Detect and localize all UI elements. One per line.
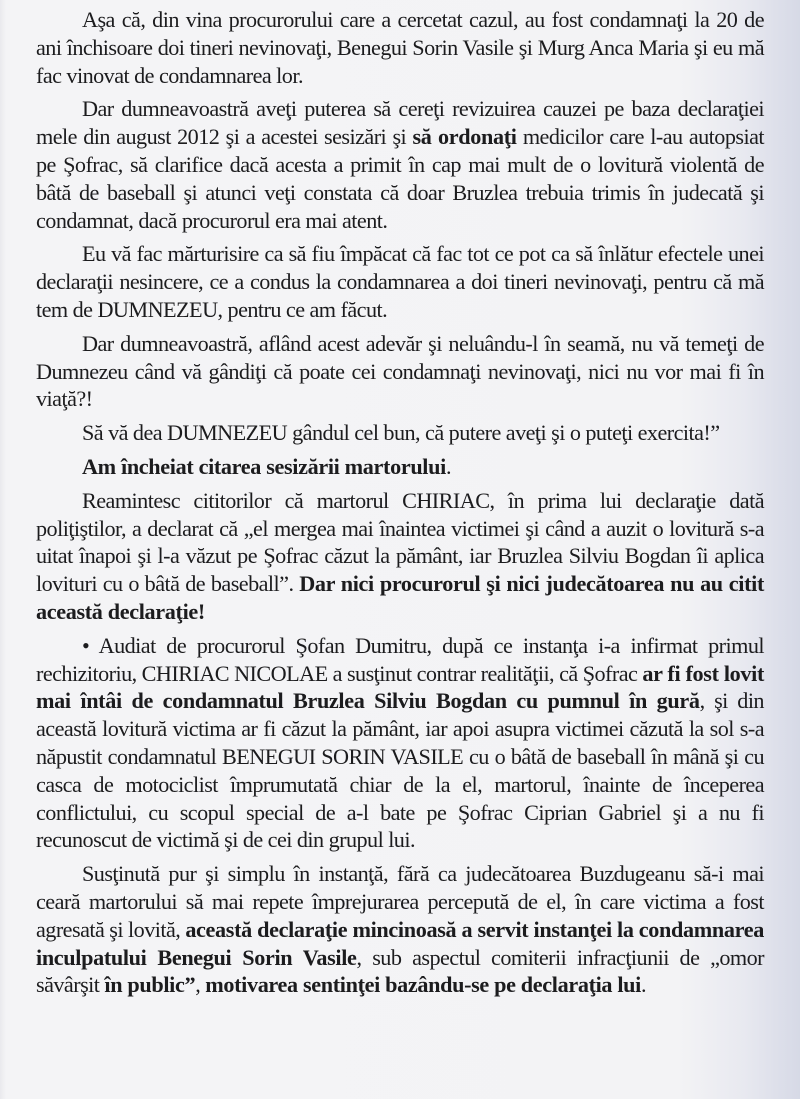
text-segment-bold: să ordonaţi: [412, 124, 517, 150]
paragraph-confession: [36, 240, 764, 323]
paragraph-witness-first-statement: [36, 487, 764, 626]
text-segment-bold: Dar nici procurorul şi nici judecătoarea nu au citit această declaraţie!: [36, 571, 764, 624]
paragraph-blessing: [36, 419, 764, 447]
paragraph-complaint-conclusion: [36, 6, 764, 89]
text-segment: Eu vă fac mărturisire ca să fiu împăcat că fac tot ce pot ca să înlătur efectele unei declaraţii nesincere, ce a condus la condamnarea a doi tineri nevinovaţi, pentru că mă tem de DUMNEZEU, pentru ce am făcut.: [36, 241, 764, 322]
paragraph-witness-hearing: [36, 632, 764, 854]
text-segment: Dar dumneavoastră aveţi puterea să cereţi revizuirea cauzei pe baza declaraţiei mele din august 2012 şi a acestei sesizări şi: [36, 96, 764, 150]
text-segment: , şi din această lovitură victima ar fi căzut la pământ, iar apoi asupra victimei căzută la sol s-a năpustit condamnatul BENEGUI SORIN VASILE cu o bâtă de baseball în mână şi cu casca de motociclist împrumutată chiar de la el, martorul, înainte de începerea conflictului, cu scopul special de a-l bate pe Şofrac Ciprian Gabriel şi a nu fi recunoscut de victimă şi de cei din grupul lui.: [36, 688, 764, 853]
text-segment: medicilor care l-au autopsiat pe Şofrac, să clarifice dacă acesta a primit în cap mai mult de o lovitură violentă de bâtă de baseball şi atunci veţi constata că doar Bruzlea trebuia trimis în judecată şi condamnat, dacă procurorul era mai atent.: [36, 124, 764, 233]
text-segment: .: [445, 453, 451, 479]
text-segment: Dar dumneavoastră, aflând acest adevăr şi neluându-l în seamă, nu vă temeţi de Dumnezeu când vă gândiţi că poate cei condamnaţi nevinovaţi, nici nu vor mai fi în viaţă?!: [36, 330, 764, 412]
paragraph-request-revision: [36, 95, 764, 234]
text-segment-bold: Am încheiat citarea sesizării martorului: [82, 453, 446, 479]
text-segment: Să vă dea DUMNEZEU gândul cel bun, că putere aveţi şi o puteţi exercita!”: [82, 420, 720, 446]
book-page-body: [36, 6, 764, 1005]
text-segment-bold: această declaraţie mincinoasă a servit instanţei la condamnarea inculpatului Benegui Sorin Vasile: [36, 916, 764, 970]
page-gutter-shadow: [0, 0, 6, 1099]
text-segment: , sub aspectul comiterii infracţiunii de „omor săvârşit: [36, 944, 765, 998]
text-segment: ,: [195, 972, 206, 998]
text-segment: Aşa că, din vina procurorului care a cercetat cazul, au fost condamnaţi la 20 de ani închisoare doi tineri nevinovaţi, Benegui Sorin Vasile şi Murg Anca Maria şi eu mă fac vinovat de condamnarea lor.: [36, 7, 764, 88]
text-segment-bold: în public”: [104, 972, 196, 998]
paragraph-conviction-basis: [36, 860, 764, 999]
paragraph-fear-of-god: [36, 330, 764, 413]
text-segment-bold: motivarea sentinţei bazându-se pe declaraţia lui: [205, 972, 641, 998]
text-segment: .: [640, 972, 646, 998]
text-segment: • Audiat de procurorul Şofan Dumitru, după ce instanţa i-a infirmat primul rechizitoriu, CHIRIAC NICOLAE a susţinut contrar realităţii, că Şofrac: [36, 632, 764, 686]
paragraph-end-citation: [36, 453, 764, 481]
text-segment-bold: ar fi fost lovit mai întâi de condamnatul Bruzlea Silviu Bogdan cu pumnul în gură: [36, 660, 765, 714]
text-segment: Reamintesc cititorilor că martorul CHIRIAC, în prima lui declaraţie dată poliţiştilor, a declarat că „el mergea mai înaintea victimei şi când a auzit o lovitură s-a uitat înapoi şi l-a văzut pe Şofrac căzut la pământ, iar Bruzlea Silviu Bogdan îi aplica lovituri cu o bâtă de baseball”.: [36, 487, 764, 597]
text-segment: Susţinută pur şi simplu în instanţă, fără ca judecătoarea Buzdugeanu să-i mai ceară martorului să mai repete împrejurarea percepută de el, în care victima a fost agresată şi lovită,: [36, 861, 764, 942]
